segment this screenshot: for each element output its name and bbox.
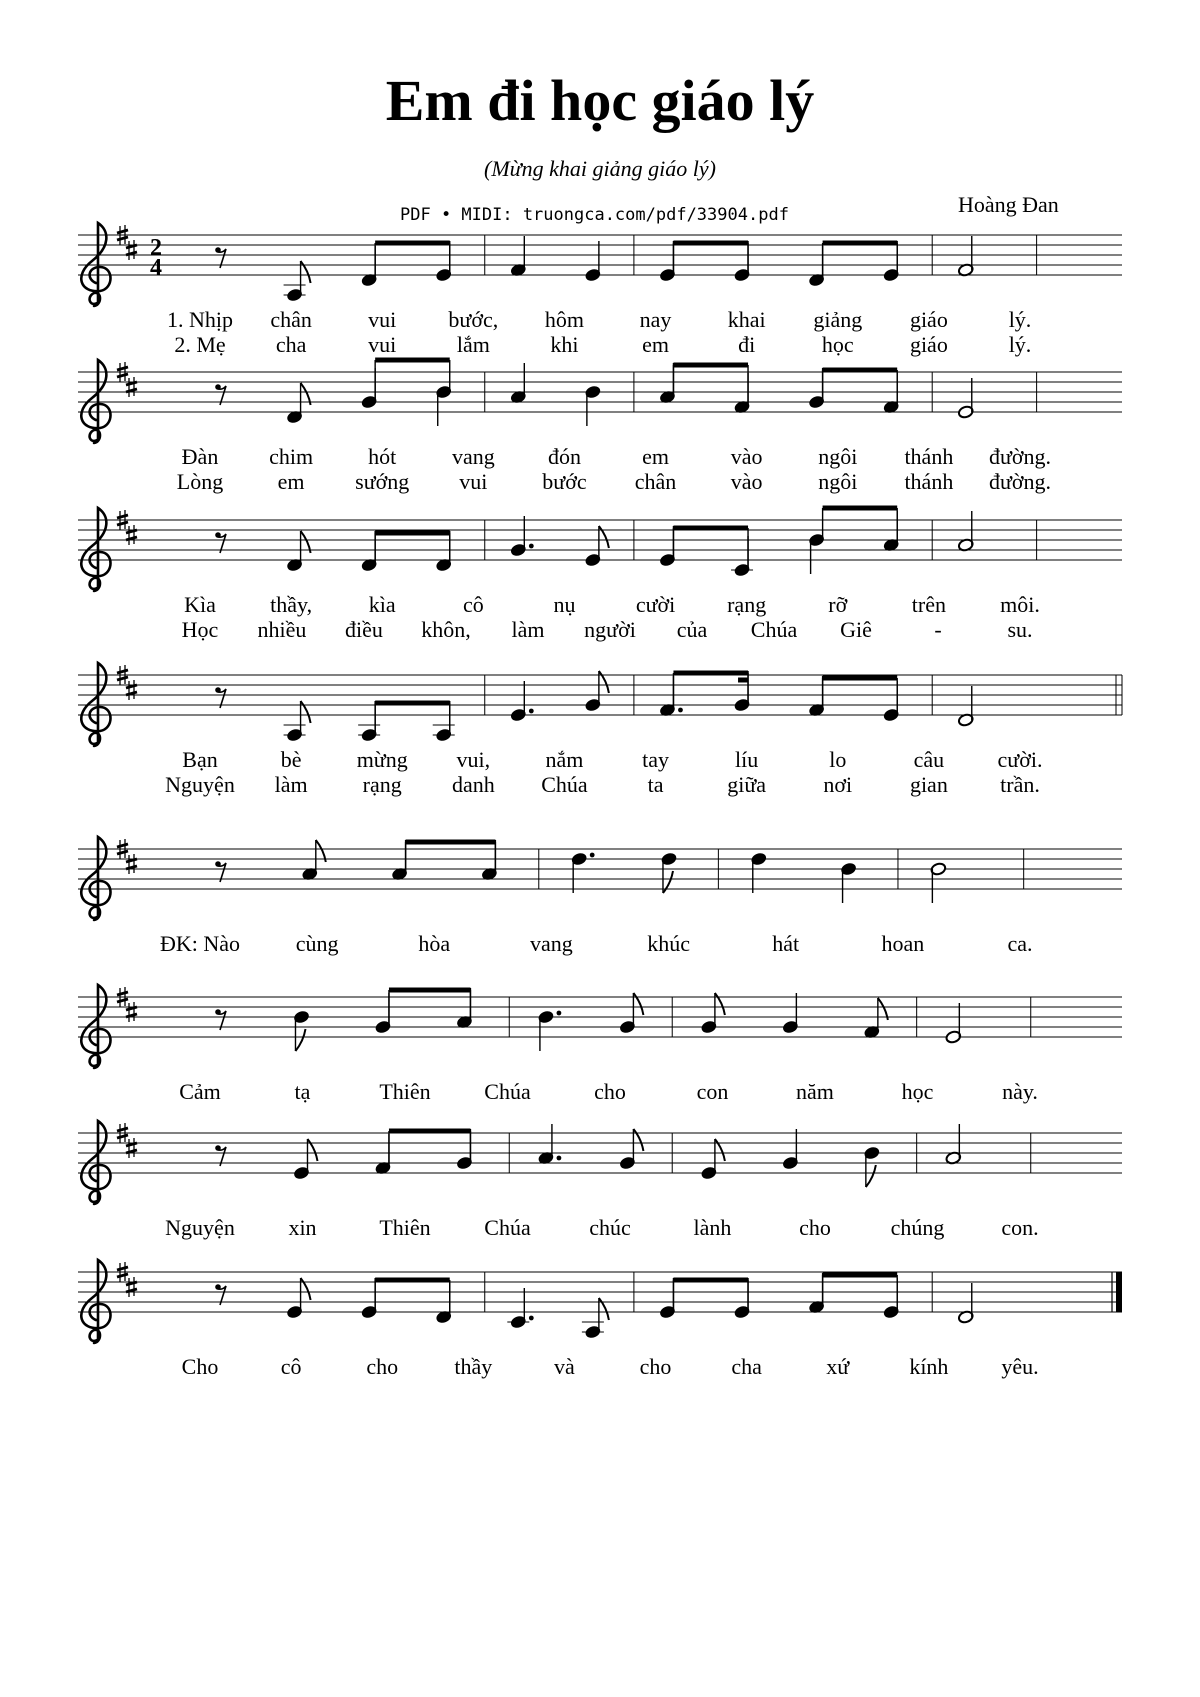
lyric-word: tạ xyxy=(294,1079,311,1104)
note xyxy=(284,261,311,302)
lyric-word: Kìa xyxy=(184,592,216,617)
staff-system xyxy=(78,985,1122,1104)
lyric-word: người xyxy=(584,617,636,642)
composer-name: Hoàng Đan xyxy=(958,192,1059,217)
lyric-word: điều xyxy=(345,617,383,642)
lyric-word: thánh xyxy=(904,444,954,469)
lyric-word: của xyxy=(676,617,708,642)
lyric-word: ngôi xyxy=(818,469,858,494)
lyric-word: khúc xyxy=(647,931,690,956)
lyric-word: khai xyxy=(727,307,766,332)
lyric-word: chân xyxy=(270,307,312,332)
lyric-word: Học xyxy=(181,617,219,642)
lyric-word: Lòng xyxy=(176,469,224,494)
lyric-word: đi xyxy=(738,332,756,357)
note xyxy=(585,526,609,567)
lyric-word: cô xyxy=(462,592,484,617)
lyric-word: xin xyxy=(288,1215,317,1240)
lyric-word: nụ xyxy=(553,592,576,617)
note xyxy=(864,1146,881,1187)
sharp-icon xyxy=(126,240,137,260)
lyric-word: môi. xyxy=(1000,592,1040,617)
lyric-word: vào xyxy=(730,444,763,469)
time-signature-top: 2 xyxy=(150,235,162,261)
lyric-word: rỡ xyxy=(828,592,848,617)
note xyxy=(585,385,602,426)
sharp-icon xyxy=(126,1277,137,1297)
note xyxy=(585,671,609,712)
lyric-word: bước, xyxy=(448,307,499,332)
note xyxy=(293,1010,310,1051)
lyric-word: bước xyxy=(542,469,587,494)
note xyxy=(957,236,974,277)
note xyxy=(957,511,974,552)
lyric-word: hôm xyxy=(544,307,585,332)
lyric-word: Cảm xyxy=(179,1079,221,1104)
note xyxy=(619,993,643,1034)
lyric-word: trần. xyxy=(1000,772,1040,797)
note xyxy=(782,1129,799,1170)
lyric-word: cha xyxy=(275,332,307,357)
sharp-icon xyxy=(126,1138,137,1158)
source-link-text: PDF • MIDI: truongca.com/pdf/33904.pdf xyxy=(400,205,789,225)
lyric-word: làm xyxy=(274,772,308,797)
lyric-word: ĐK: Nào xyxy=(159,931,241,956)
staff-system xyxy=(78,1121,1122,1240)
song-subtitle: (Mừng khai giảng giáo lý) xyxy=(484,156,716,181)
note xyxy=(957,378,974,419)
note xyxy=(661,852,678,893)
lyric-word: 1. Nhịp xyxy=(167,307,233,332)
lyric-word: cho xyxy=(799,1215,831,1240)
note xyxy=(750,852,767,893)
lyric-word: này. xyxy=(1002,1079,1038,1104)
lyric-word: hoan xyxy=(881,931,925,956)
lyric-word: hát xyxy=(772,931,800,956)
note xyxy=(945,1124,962,1165)
lyric-word: vang xyxy=(530,931,573,956)
lyric-word: tay xyxy=(642,747,670,772)
lyric-word: chúng xyxy=(890,1215,945,1240)
lyric-word: Chúa xyxy=(484,1079,531,1104)
lyric-word: hót xyxy=(368,444,397,469)
lyric-word: vào xyxy=(730,469,763,494)
lyric-word: vang xyxy=(451,444,495,469)
lyric-word: lo xyxy=(829,747,847,772)
lyric-word: kìa xyxy=(368,592,396,617)
lyric-word: Chúa xyxy=(750,617,798,642)
note xyxy=(659,676,683,717)
note xyxy=(945,1003,962,1044)
note xyxy=(286,1278,310,1319)
note xyxy=(957,686,974,727)
lyric-word: Nguyện xyxy=(165,1215,235,1240)
lyric-word: danh xyxy=(451,772,495,797)
note xyxy=(293,1139,317,1180)
lyric-word: cô xyxy=(280,1354,302,1379)
lyric-word: làm xyxy=(511,617,545,642)
lyric-word: rạng xyxy=(362,772,402,797)
lyric-word: mừng xyxy=(356,747,408,772)
lyric-word: cho xyxy=(639,1354,672,1379)
lyric-word: và xyxy=(554,1354,575,1379)
lyric-word: đón xyxy=(547,444,581,469)
lyric-word: Cho xyxy=(181,1354,219,1379)
lyric-word: cùng xyxy=(295,931,339,956)
lyric-word: cười. xyxy=(997,747,1043,772)
lyric-word: lý. xyxy=(1008,307,1032,332)
lyric-word: năm xyxy=(796,1079,834,1104)
lyric-word: rạng xyxy=(727,592,767,617)
lyric-word: Thiên xyxy=(379,1079,431,1104)
lyric-word: nơi xyxy=(823,772,853,797)
lyric-word: Thiên xyxy=(379,1215,431,1240)
lyric-word: xứ xyxy=(826,1354,850,1379)
lyric-word: sướng xyxy=(355,469,410,494)
lyric-word: Đàn xyxy=(181,444,219,469)
note xyxy=(701,1139,725,1180)
lyric-word: cha xyxy=(731,1354,762,1379)
note xyxy=(731,536,753,577)
lyric-word: cười xyxy=(635,592,676,617)
lyric-word: bè xyxy=(280,747,302,772)
lyric-word: em xyxy=(642,444,670,469)
sharp-icon xyxy=(126,854,137,874)
note xyxy=(433,701,455,742)
lyric-word: vui xyxy=(368,332,397,357)
note xyxy=(286,531,310,572)
lyric-word: chúc xyxy=(589,1215,631,1240)
sharp-icon xyxy=(126,377,137,397)
staff-system xyxy=(78,837,1122,956)
note xyxy=(619,1129,643,1170)
lyric-word: Giê xyxy=(840,617,872,642)
staff-system xyxy=(78,360,1122,494)
lyric-word: su. xyxy=(1007,617,1033,642)
sharp-icon xyxy=(126,525,137,545)
lyric-word: Chúa xyxy=(484,1215,531,1240)
note xyxy=(957,1283,974,1324)
lyric-word: cho xyxy=(594,1079,626,1104)
note xyxy=(284,701,311,742)
lyric-word: vui, xyxy=(456,747,491,772)
lyric-word: giữa xyxy=(727,772,767,797)
note xyxy=(510,681,534,722)
lyric-word: chân xyxy=(634,469,677,494)
lyric-word: ca. xyxy=(1007,931,1033,956)
lyric-word: lắm xyxy=(456,332,490,357)
note xyxy=(302,840,326,881)
lyric-word: thầy, xyxy=(270,592,313,617)
lyric-word: nhiều xyxy=(257,617,307,642)
song-title: Em đi học giáo lý xyxy=(385,68,815,133)
lyric-word: yêu. xyxy=(1001,1354,1039,1379)
lyric-word: giáo xyxy=(909,307,948,332)
note xyxy=(782,993,799,1034)
lyric-word: học xyxy=(901,1079,934,1104)
sharp-icon xyxy=(126,1002,137,1022)
note xyxy=(585,241,602,282)
lyric-word: chim xyxy=(269,444,314,469)
lyric-word: Bạn xyxy=(182,747,218,772)
lyric-word: kính xyxy=(909,1354,949,1379)
lyric-word: em xyxy=(642,332,670,357)
lyric-word: hòa xyxy=(418,931,451,956)
lyric-word: đường. xyxy=(988,444,1052,469)
lyric-word: líu xyxy=(735,747,759,772)
lyric-word: giáo xyxy=(909,332,948,357)
note xyxy=(582,1298,609,1339)
note xyxy=(840,862,857,903)
lyric-word: giảng xyxy=(813,307,863,332)
note xyxy=(571,852,595,893)
note xyxy=(507,1288,533,1329)
note xyxy=(358,701,380,742)
lyric-word: em xyxy=(277,469,305,494)
note xyxy=(510,363,527,404)
lyric-word: 2. Mẹ xyxy=(174,332,226,357)
note xyxy=(510,236,527,277)
lyric-word: thánh xyxy=(904,469,954,494)
staff-system xyxy=(78,663,1122,797)
lyric-word: con xyxy=(696,1079,729,1104)
lyric-word: thầy xyxy=(454,1354,493,1379)
note xyxy=(701,993,725,1034)
note xyxy=(864,998,888,1039)
note xyxy=(538,1124,562,1165)
final-barline xyxy=(1116,1272,1122,1312)
time-signature-bottom: 4 xyxy=(150,255,162,281)
lyric-word: nay xyxy=(639,307,672,332)
note xyxy=(538,1010,562,1051)
lyric-word: câu xyxy=(913,747,945,772)
lyric-word: lành xyxy=(693,1215,732,1240)
lyric-word: ta xyxy=(647,772,664,797)
note xyxy=(510,516,534,557)
staff-system xyxy=(78,223,1122,357)
lyric-word: khôn, xyxy=(421,617,471,642)
lyric-word: trên xyxy=(911,592,946,617)
lyric-word: ngôi xyxy=(818,444,858,469)
sharp-icon xyxy=(126,680,137,700)
lyric-word: vui xyxy=(368,307,397,332)
lyric-word: nắm xyxy=(545,747,584,772)
staff-system xyxy=(78,1260,1122,1379)
lyric-word: cho xyxy=(366,1354,399,1379)
note xyxy=(930,862,947,903)
note xyxy=(286,383,310,424)
lyric-word: Chúa xyxy=(541,772,588,797)
lyric-word: vui xyxy=(459,469,488,494)
lyric-word: Nguyện xyxy=(165,772,235,797)
lyric-word: học xyxy=(821,332,854,357)
staff-system xyxy=(78,508,1122,642)
lyric-word: - xyxy=(934,617,942,642)
lyric-word: khi xyxy=(550,332,579,357)
lyric-word: đường. xyxy=(988,469,1052,494)
lyric-word: gian xyxy=(909,772,948,797)
lyric-word: lý. xyxy=(1008,332,1032,357)
lyric-word: con. xyxy=(1001,1215,1039,1240)
